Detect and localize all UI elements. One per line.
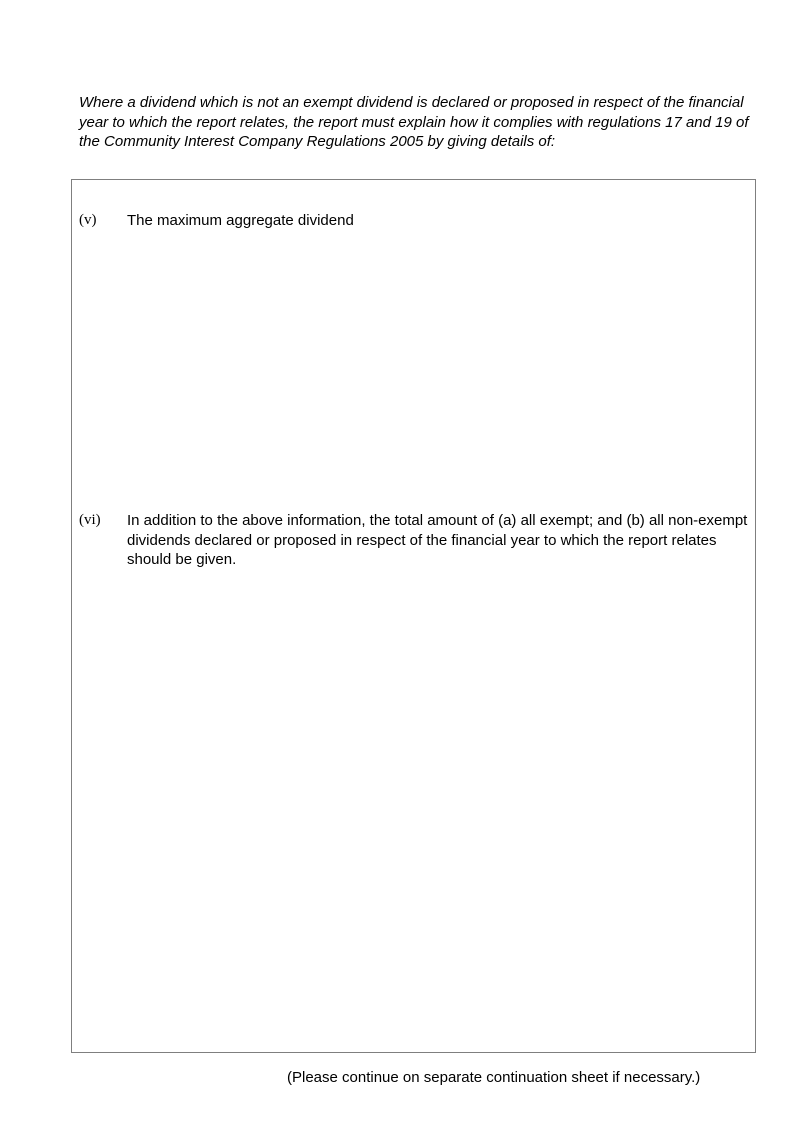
continuation-note: (Please continue on separate continuation sheet if necessary.) (287, 1069, 701, 1086)
item-vi-text: In addition to the above information, the total amount of (a) all exempt; and (b) all non-exempt dividends declared or proposed in respect of the financial year to which the report relates should be given. (127, 512, 748, 568)
item-v-text: The maximum aggregate dividend (127, 212, 354, 229)
response-box[interactable] (71, 179, 756, 1053)
item-v-number: (v) (79, 212, 97, 228)
intro-instructions: Where a dividend which is not an exempt dividend is declared or proposed in respect of the financial year to which the report relates, the report must explain how it complies with regulations 17 and 19 of the Community Interest Company Regulations 2005 by giving details of: (79, 94, 749, 150)
item-vi-number: (vi) (79, 512, 101, 528)
